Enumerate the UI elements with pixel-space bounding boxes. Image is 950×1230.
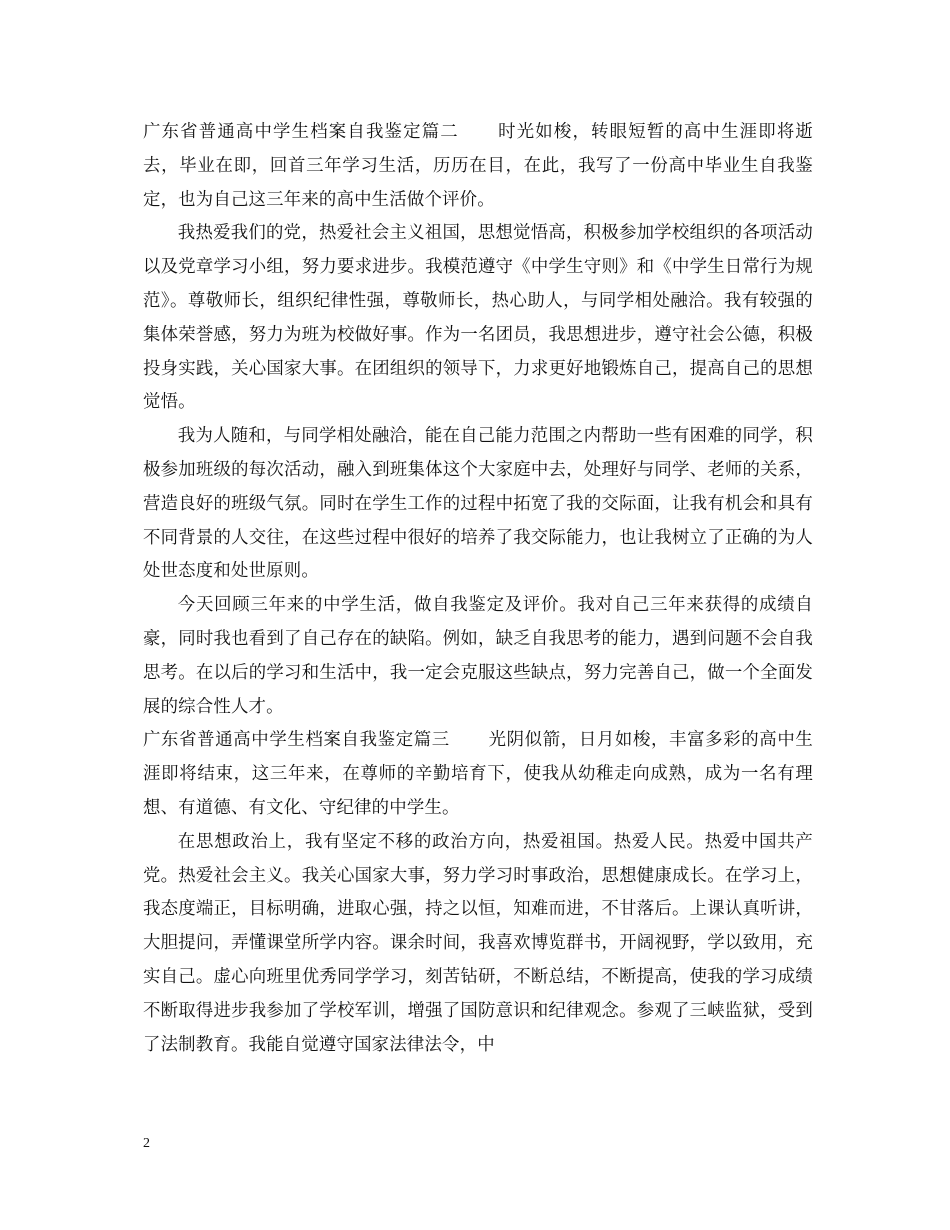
- paragraph-text: 时光如梭，转眼短暂的高中生涯即将逝去，毕业在即，回首三年学习生活，历历在目，在此，我写了一份高中毕业生自我鉴定，也为自己这三年来的高中生活做个评价。: [143, 122, 814, 210]
- section-heading-2: 广东省普通高中学生档案自我鉴定篇二: [143, 122, 459, 142]
- paragraph-1: [143, 116, 813, 217]
- document-body: [143, 116, 813, 1062]
- section-heading-3: 广东省普通高中学生档案自我鉴定篇三: [143, 730, 450, 751]
- paragraph-2: 我热爱我们的党，热爱社会主义祖国，思想觉悟高，积极参加学校组织的各项活动以及党章学习小组，努力要求进步。我模范遵守《中学生守则》和《中学生日常行为规范》。尊敬师长，组织纪律性强，尊敬师长，热心助人，与同学相处融洽。我有较强的集体荣誉感，努力为班为校做好事。作为一名团员，我思想进步，遵守社会公德，积极投身实践，关心国家大事。在团组织的领导下，力求更好地锻炼自己，提高自己的思想觉悟。: [143, 223, 813, 413]
- paragraph-4: 今天回顾三年来的中学生活，做自我鉴定及评价。我对自己三年来获得的成绩自豪，同时我也看到了自己存在的缺陷。例如，缺乏自我思考的能力，遇到问题不会自我思考。在以后的学习和生活中，我一定会克服这些缺点，努力完善自己，做一个全面发展的综合性人才。: [143, 595, 813, 717]
- page-number: 2: [143, 1136, 150, 1151]
- paragraph-6: 在思想政治上，我有坚定不移的政治方向，热爱祖国。热爱人民。热爱中国共产党。热爱社会主义。我关心国家大事，努力学习时事政治，思想健康成长。在学习上，我态度端正，目标明确，进取心强，持之以恒，知难而进，不甘落后。上课认真听讲，大胆提问，弄懂课堂所学内容。课余时间，我喜欢博览群书，开阔视野，学以致用，充实自己。虚心向班里优秀同学学习，刻苦钻研，不断总结，不断提高，使我的学习成绩不断取得进步我参加了学校军训，增强了国防意识和纪律观念。参观了三峡监狱，受到了法制教育。我能自觉遵守国家法律法令，中: [143, 831, 813, 1055]
- paragraph-text: 光阴似箭，日月如梭，丰富多彩的高中生涯即将结束，这三年来，在尊师的辛勤培育下，使我从幼稚走向成熟，成为一名有理想、有道德、有文化、守纪律的中学生。: [143, 730, 813, 818]
- paragraph-3: 我为人随和，与同学相处融洽，能在自己能力范围之内帮助一些有困难的同学，积极参加班级的每次活动，融入到班集体这个大家庭中去，处理好与同学、老师的关系，营造良好的班级气氛。同时在学生工作的过程中拓宽了我的交际面，让我有机会和具有不同背景的人交往，在这些过程中很好的培养了我交际能力，也让我树立了正确的为人处世态度和处世原则。: [143, 426, 813, 582]
- paragraph-5: [143, 724, 813, 825]
